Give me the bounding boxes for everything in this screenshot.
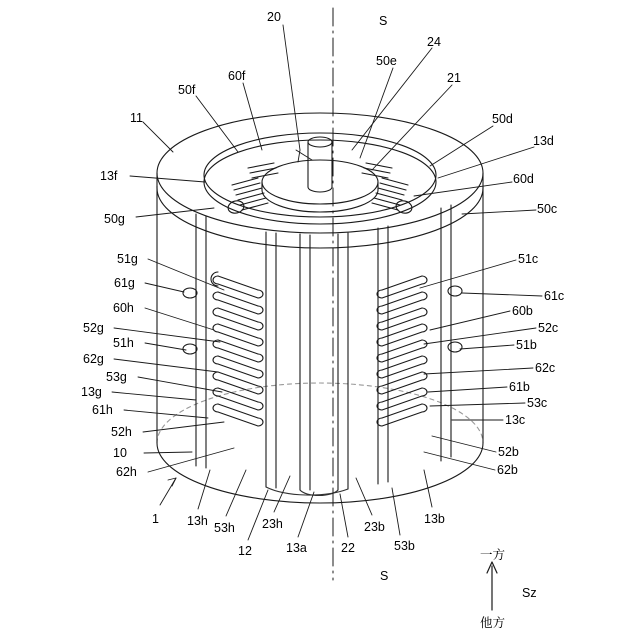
reference-label-62g: 62g: [83, 352, 104, 366]
reference-label-13b: 13b: [424, 512, 445, 526]
reference-label-50e: 50e: [376, 54, 397, 68]
reference-label-52c: 52c: [538, 321, 559, 335]
reference-label-21: 21: [447, 71, 461, 85]
rotor-shaft: [308, 137, 332, 192]
reference-label-51g: 51g: [117, 252, 138, 266]
reference-label-50d: 50d: [492, 112, 513, 126]
reference-label-62b: 62b: [497, 463, 518, 477]
reference-label-52g: 52g: [83, 321, 104, 335]
reference-label-62h: 62h: [116, 465, 137, 479]
reference-label-12: 12: [238, 544, 252, 558]
reference-label-51b: 51b: [516, 338, 537, 352]
reference-label-60h: 60h: [113, 301, 134, 315]
leader-lines: [112, 25, 542, 540]
direction-indicator-arrow: [487, 562, 497, 610]
coil-terminals: [183, 286, 462, 354]
reference-label-23b: 23b: [364, 520, 385, 534]
reference-label-61g: 61g: [114, 276, 135, 290]
section-label-s-top: S: [379, 14, 388, 28]
reference-label-60d: 60d: [513, 172, 534, 186]
reference-label-53c: 53c: [527, 396, 548, 410]
reference-label-24: 24: [427, 35, 441, 49]
reference-label-50f: 50f: [178, 83, 196, 97]
reference-label-53g: 53g: [106, 370, 127, 384]
reference-label-20: 20: [267, 10, 281, 24]
reference-label-53h: 53h: [214, 521, 235, 535]
bottom-inner-details: [266, 487, 348, 496]
reference-label-13d: 13d: [533, 134, 554, 148]
reference-label-50c: 50c: [537, 202, 558, 216]
reference-label-51c: 51c: [518, 252, 539, 266]
direction-label-down: 他方: [480, 615, 506, 630]
reference-label-13g: 13g: [81, 385, 102, 399]
reference-label-11: 11: [130, 111, 143, 125]
reference-label-61c: 61c: [544, 289, 565, 303]
reference-label-60f: 60f: [228, 69, 246, 83]
reference-label-62c: 62c: [535, 361, 556, 375]
reference-label-13a: 13a: [286, 541, 307, 555]
reference-label-23h: 23h: [262, 517, 283, 531]
direction-label-up: 一方: [480, 547, 506, 562]
reference-label-22: 22: [341, 541, 355, 555]
reference-label-13f: 13f: [100, 169, 118, 183]
direction-axis-label-sz: Sz: [522, 586, 537, 600]
top-radial-coils: [227, 163, 414, 215]
reference-label-13c: 13c: [505, 413, 526, 427]
central-hub: [262, 160, 378, 212]
reference-label-60b: 60b: [512, 304, 533, 318]
reference-label-1: 1: [152, 512, 159, 526]
reference-label-61b: 61b: [509, 380, 530, 394]
coil-stack-left: [211, 272, 263, 426]
reference-label-52b: 52b: [498, 445, 519, 459]
reference-label-52h: 52h: [111, 425, 132, 439]
reference-label-13h: 13h: [187, 514, 208, 528]
reference-label-51h: 51h: [113, 336, 134, 350]
reference-label-61h: 61h: [92, 403, 113, 417]
section-label-s-bottom: S: [380, 569, 389, 583]
reference-label-53b: 53b: [394, 539, 415, 553]
reference-label-10: 10: [113, 446, 127, 460]
reference-label-50g: 50g: [104, 212, 125, 226]
coil-stack-right: [377, 276, 427, 426]
